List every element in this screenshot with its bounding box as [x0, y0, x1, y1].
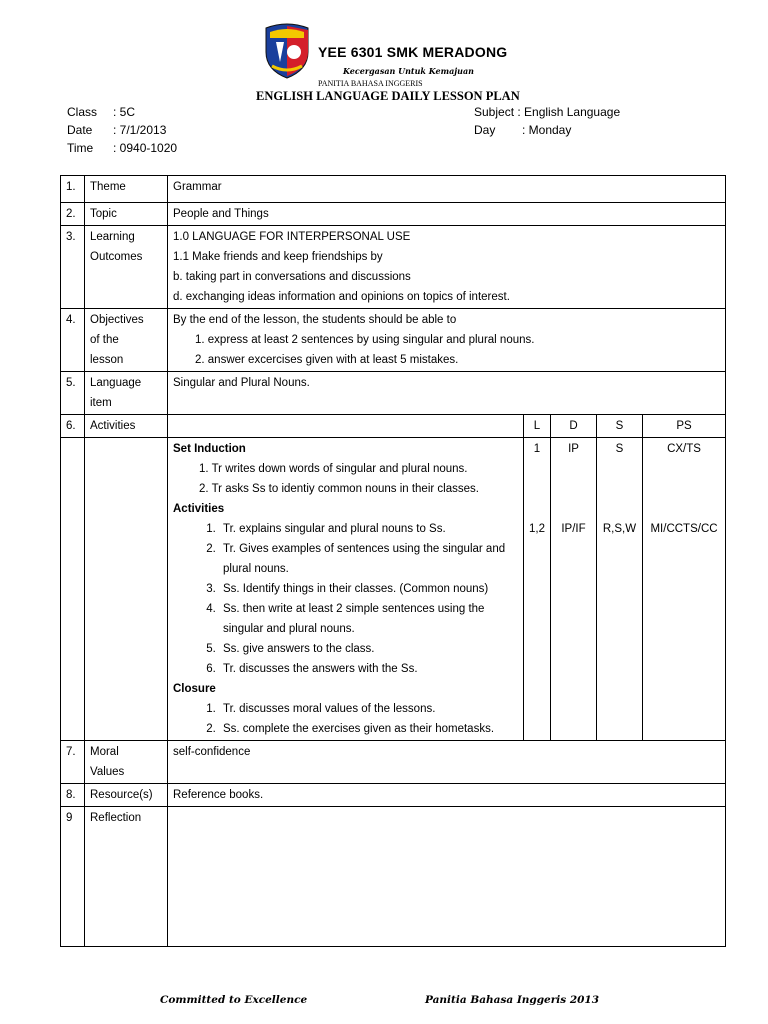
activities-number-blank	[61, 438, 85, 741]
activities-list	[173, 519, 518, 679]
row-number: 5.	[61, 372, 85, 415]
activities-ps: MI/CCTS/CC	[650, 523, 718, 535]
list-item: 2. Tr. Gives examples of sentences using the singular and plural nouns.	[219, 539, 518, 579]
date-info	[67, 123, 166, 137]
table-row	[61, 372, 726, 415]
row-label-resources: Resource(s)	[85, 784, 168, 807]
label-line: of the	[90, 334, 119, 346]
col-ps-values	[643, 438, 726, 741]
list-item: 1. Tr. discusses moral values of the lessons.	[219, 699, 518, 719]
table-row	[61, 203, 726, 226]
row-number: 8.	[61, 784, 85, 807]
outcome-line: d. exchanging ideas information and opinions on topics of interest.	[173, 291, 510, 303]
label-line: lesson	[90, 354, 124, 366]
table-row	[61, 415, 726, 438]
closure-list	[173, 699, 518, 739]
table-row	[61, 176, 726, 203]
induction-l: 1	[533, 443, 541, 455]
col-header-ps: PS	[643, 415, 726, 438]
row-number: 6.	[61, 415, 85, 438]
footer-left: Committed to Excellence	[160, 994, 308, 1006]
row-label-topic: Topic	[85, 203, 168, 226]
table-row	[61, 807, 726, 947]
subject-label: Subject	[474, 105, 515, 119]
moral-values-content: self-confidence	[168, 741, 726, 784]
table-row	[61, 438, 726, 741]
objectives-intro: By the end of the lesson, the students should be able to	[173, 314, 457, 326]
label-line: Values	[90, 766, 125, 778]
activities-l: 1,2	[529, 523, 545, 535]
lesson-plan-table	[60, 175, 726, 947]
activities-label-blank	[85, 438, 168, 741]
label-line: Moral	[90, 746, 119, 758]
activities-title: Activities	[173, 503, 225, 515]
row-number: 1.	[61, 176, 85, 203]
col-s-values	[597, 438, 643, 741]
row-label-reflection: Reflection	[85, 807, 168, 947]
row-number: 3.	[61, 226, 85, 309]
table-row	[61, 741, 726, 784]
list-item: 2. Ss. complete the exercises given as their hometasks.	[219, 719, 518, 739]
date-value: : 7/1/2013	[113, 123, 167, 137]
col-l-values	[524, 438, 551, 741]
outcome-line: b. taking part in conversations and discussions	[173, 271, 411, 283]
label-line: Outcomes	[90, 251, 143, 263]
row-number: 7.	[61, 741, 85, 784]
outcome-line: 1.1 Make friends and keep friendships by	[173, 251, 383, 263]
table-row	[61, 309, 726, 372]
closure-title: Closure	[173, 683, 216, 695]
list-item: 1. Tr. explains singular and plural nouns to Ss.	[219, 519, 518, 539]
row-label-theme: Theme	[85, 176, 168, 203]
label-line: item	[90, 397, 112, 409]
set-induction-title: Set Induction	[173, 443, 246, 455]
school-crest-icon	[262, 22, 312, 80]
time-value: : 0940-1020	[113, 141, 178, 155]
class-label: Class	[67, 105, 98, 119]
label-line: Learning	[90, 231, 135, 243]
label-line: Language	[90, 377, 142, 389]
date-label: Date	[67, 123, 93, 137]
day-info	[474, 123, 571, 137]
time-info	[67, 141, 177, 155]
day-value: : Monday	[522, 123, 572, 137]
reflection-content	[168, 807, 726, 947]
subject-value: : English Language	[517, 105, 621, 119]
objective-item: 1. express at least 2 sentences by using singular and plural nouns.	[195, 334, 535, 346]
resources-content: Reference books.	[168, 784, 726, 807]
topic-content: People and Things	[168, 203, 726, 226]
row-number: 4.	[61, 309, 85, 372]
col-d-values	[551, 438, 597, 741]
time-label: Time	[67, 141, 94, 155]
footer-right: Panitia Bahasa Inggeris 2013	[425, 994, 600, 1006]
list-item: 4. Ss. then write at least 2 simple sentences using the singular and plural nouns.	[219, 599, 518, 639]
row-label-language-item	[85, 372, 168, 415]
row-label-activities: Activities	[85, 415, 168, 438]
school-motto: Kecergasan Untuk Kemajuan	[343, 66, 474, 76]
list-item: 5. Ss. give answers to the class.	[219, 639, 518, 659]
induction-ps: CX/TS	[667, 443, 701, 455]
list-item: 3. Ss. Identify things in their classes. (Common nouns)	[219, 579, 518, 599]
activities-d: IP/IF	[561, 523, 586, 535]
theme-content: Grammar	[168, 176, 726, 203]
learning-outcomes-content	[168, 226, 726, 309]
row-label-moral-values	[85, 741, 168, 784]
set-induction-item: 1. Tr writes down words of singular and plural nouns.	[199, 463, 468, 475]
class-value: : 5C	[113, 105, 136, 119]
school-name: YEE 6301 SMK MERADONG	[318, 44, 508, 60]
activities-header-blank	[168, 415, 524, 438]
table-row	[61, 226, 726, 309]
induction-s: S	[615, 443, 624, 455]
table-row	[61, 784, 726, 807]
subject-info	[474, 105, 620, 119]
outcome-line: 1.0 LANGUAGE FOR INTERPERSONAL USE	[173, 231, 411, 243]
panitia-label: PANITIA BAHASA INGGERIS	[318, 79, 423, 88]
row-number: 2.	[61, 203, 85, 226]
activities-s: R,S,W	[602, 523, 637, 535]
col-header-s: S	[597, 415, 643, 438]
set-induction-item: 2. Tr asks Ss to identiy common nouns in their classes.	[199, 483, 479, 495]
objective-item: 2. answer excercises given with at least 5 mistakes.	[195, 354, 459, 366]
class-info	[67, 105, 135, 119]
plan-title: ENGLISH LANGUAGE DAILY LESSON PLAN	[256, 89, 520, 103]
list-item: 6. Tr. discusses the answers with the Ss.	[219, 659, 518, 679]
language-item-content: Singular and Plural Nouns.	[168, 372, 726, 415]
induction-d: IP	[568, 443, 579, 455]
col-header-l: L	[524, 415, 551, 438]
row-label-learning-outcomes	[85, 226, 168, 309]
col-header-d: D	[551, 415, 597, 438]
row-label-objectives	[85, 309, 168, 372]
row-number: 9	[61, 807, 85, 947]
day-label: Day	[474, 123, 496, 137]
objectives-content	[168, 309, 726, 372]
label-line: Objectives	[90, 314, 144, 326]
activities-content	[168, 438, 524, 741]
